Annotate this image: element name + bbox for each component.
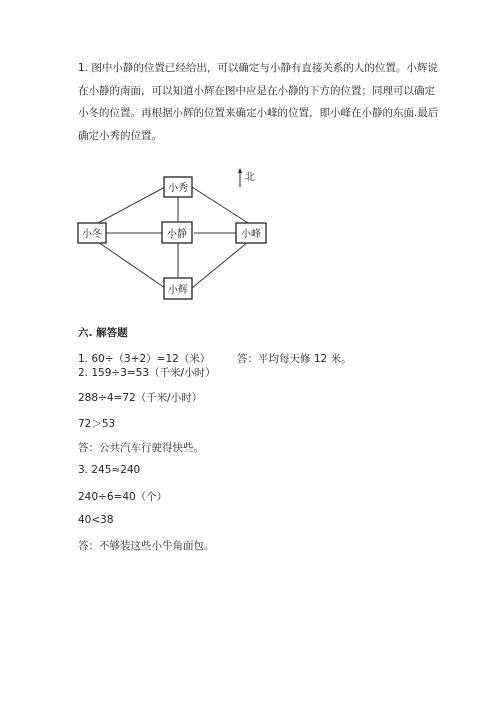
node-right bbox=[236, 223, 266, 243]
q3-line-3: 40<38 bbox=[78, 514, 114, 526]
q2-line-3: 72＞53 bbox=[78, 418, 116, 430]
node-top bbox=[164, 177, 192, 197]
section-title: 六. 解答题 bbox=[78, 327, 128, 339]
q1-answer: 答：平均每天修 12 米。 bbox=[237, 353, 352, 365]
node-left bbox=[78, 223, 106, 243]
node-bottom-label: 小辉 bbox=[168, 285, 188, 296]
node-top-label: 小秀 bbox=[168, 183, 188, 194]
explanation-line-3: 小冬的位置。再根据小辉的位置来确定小峰的位置，即小峰在小静的东面.最后 bbox=[78, 107, 439, 119]
node-left-label: 小冬 bbox=[82, 229, 102, 240]
q2-line-1: 2. 159÷3=53（千米/小时） bbox=[78, 367, 216, 379]
node-right-label: 小峰 bbox=[241, 229, 261, 240]
edge-top-left bbox=[98, 187, 165, 223]
node-center bbox=[162, 222, 192, 243]
q2-answer: 答：公共汽车行驶得快些。 bbox=[78, 442, 204, 454]
node-center-label: 小静 bbox=[167, 229, 187, 240]
explanation-paragraph bbox=[78, 57, 438, 147]
q3-line-1: 3. 245≈240 bbox=[78, 464, 141, 476]
position-diagram bbox=[60, 160, 300, 310]
q3-line-2: 240÷6=40（个） bbox=[78, 491, 168, 503]
edge-left-bottom bbox=[98, 242, 165, 288]
node-bottom bbox=[164, 278, 192, 299]
explanation-line-2: 在小静的南面，可以知道小辉在图中应是在小静的下方的位置；同理可以确定 bbox=[78, 84, 435, 97]
explanation-line-1: 1. 图中小静的位置已经给出，可以确定与小静有直接关系的人的位置。小辉说 bbox=[78, 62, 438, 74]
q1-expression: 1. 60÷（3+2）=12（米） bbox=[78, 353, 211, 365]
q1-line bbox=[78, 351, 352, 366]
explanation-line-4: 确定小秀的位置。 bbox=[78, 129, 162, 142]
q3-answer: 答：不够装这些小牛角面包。 bbox=[78, 540, 215, 552]
edge-right-bottom bbox=[192, 242, 248, 288]
edge-top-right bbox=[192, 187, 248, 223]
north-label: 北 bbox=[245, 172, 255, 183]
q2-line-2: 288÷4=72（千米/小时） bbox=[78, 392, 203, 404]
